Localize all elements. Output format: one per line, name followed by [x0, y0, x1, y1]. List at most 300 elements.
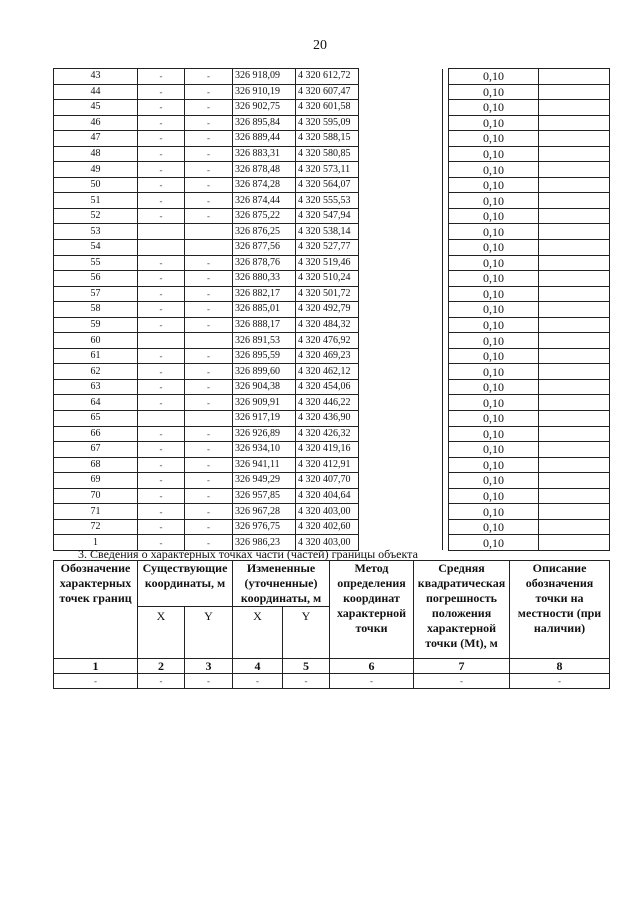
- coordinates-table: [53, 68, 610, 551]
- coordinate-y: 4 320 564,07: [296, 177, 359, 193]
- table-row: [54, 317, 610, 333]
- mean-error: 0,10: [449, 317, 539, 333]
- existing-x: -: [138, 379, 185, 395]
- existing-y: -: [185, 504, 233, 520]
- table-row: [54, 271, 610, 287]
- empty-cell: [359, 115, 443, 131]
- existing-x: -: [138, 317, 185, 333]
- table-row: [54, 426, 610, 442]
- mean-error: 0,10: [449, 348, 539, 364]
- existing-y: [185, 224, 233, 240]
- empty-cell: [359, 84, 443, 100]
- description-cell: [539, 240, 610, 256]
- mean-error: 0,10: [449, 519, 539, 535]
- coordinate-y: 4 320 446,22: [296, 395, 359, 411]
- empty-cell: [359, 177, 443, 193]
- column-index-row: [54, 659, 610, 674]
- column-index: 3: [185, 659, 233, 674]
- coordinate-x: 326 878,76: [233, 255, 296, 271]
- table-row: [54, 442, 610, 458]
- existing-x: -: [138, 115, 185, 131]
- mean-error: 0,10: [449, 426, 539, 442]
- characteristic-points-table: [53, 560, 610, 689]
- description-cell: [539, 395, 610, 411]
- coordinate-x: 326 874,44: [233, 193, 296, 209]
- column-index: 2: [138, 659, 185, 674]
- existing-y: -: [185, 131, 233, 147]
- coordinate-y: 4 320 595,09: [296, 115, 359, 131]
- empty-cell: [359, 208, 443, 224]
- empty-value: -: [54, 674, 138, 689]
- header-mean-error: Средняя квадратическая погрешность положения характерной точки (Mt), м: [414, 561, 510, 659]
- empty-data-row: [54, 674, 610, 689]
- description-cell: [539, 473, 610, 489]
- point-number: 63: [54, 379, 138, 395]
- point-number: 71: [54, 504, 138, 520]
- existing-y: -: [185, 271, 233, 287]
- existing-y: -: [185, 255, 233, 271]
- point-number: 66: [54, 426, 138, 442]
- empty-cell: [359, 333, 443, 349]
- point-number: 46: [54, 115, 138, 131]
- coordinate-y: 4 320 527,77: [296, 240, 359, 256]
- coordinate-x: 326 895,59: [233, 348, 296, 364]
- existing-y: -: [185, 317, 233, 333]
- point-number: 53: [54, 224, 138, 240]
- point-number: 51: [54, 193, 138, 209]
- empty-cell: [359, 302, 443, 318]
- existing-x: -: [138, 131, 185, 147]
- empty-cell: [359, 442, 443, 458]
- existing-y: -: [185, 100, 233, 116]
- mean-error: 0,10: [449, 69, 539, 85]
- point-number: 52: [54, 208, 138, 224]
- point-number: 61: [54, 348, 138, 364]
- empty-cell: [359, 411, 443, 427]
- coordinate-y: 4 320 510,24: [296, 271, 359, 287]
- description-cell: [539, 177, 610, 193]
- table-row: [54, 348, 610, 364]
- coordinate-y: 4 320 607,47: [296, 84, 359, 100]
- existing-x: -: [138, 177, 185, 193]
- existing-y: -: [185, 457, 233, 473]
- coordinate-x: 326 877,56: [233, 240, 296, 256]
- existing-x: -: [138, 473, 185, 489]
- mean-error: 0,10: [449, 457, 539, 473]
- header-existing-coordinates: Существующие координаты, м: [138, 561, 233, 607]
- table-row: [54, 395, 610, 411]
- mean-error: 0,10: [449, 535, 539, 551]
- empty-cell: [359, 504, 443, 520]
- column-index: 8: [510, 659, 610, 674]
- existing-y: -: [185, 177, 233, 193]
- coordinate-y: 4 320 407,70: [296, 473, 359, 489]
- point-number: 58: [54, 302, 138, 318]
- coordinate-x: 326 888,17: [233, 317, 296, 333]
- coordinate-y: 4 320 419,16: [296, 442, 359, 458]
- description-cell: [539, 504, 610, 520]
- empty-value: -: [414, 674, 510, 689]
- mean-error: 0,10: [449, 100, 539, 116]
- empty-value: -: [138, 674, 185, 689]
- coordinate-x: 326 917,19: [233, 411, 296, 427]
- description-cell: [539, 488, 610, 504]
- table-row: [54, 115, 610, 131]
- description-cell: [539, 333, 610, 349]
- coordinate-x: 326 926,89: [233, 426, 296, 442]
- column-index: 6: [330, 659, 414, 674]
- coordinate-y: 4 320 462,12: [296, 364, 359, 380]
- header-changed-y: Y: [283, 607, 330, 659]
- existing-x: -: [138, 348, 185, 364]
- existing-y: [185, 333, 233, 349]
- existing-x: -: [138, 488, 185, 504]
- mean-error: 0,10: [449, 364, 539, 380]
- header-existing-y: Y: [185, 607, 233, 659]
- existing-x: -: [138, 146, 185, 162]
- coordinate-x: 326 976,75: [233, 519, 296, 535]
- empty-cell: [359, 473, 443, 489]
- existing-y: -: [185, 364, 233, 380]
- empty-value: -: [283, 674, 330, 689]
- coordinate-x: 326 986,23: [233, 535, 296, 551]
- coordinate-x: 326 878,48: [233, 162, 296, 178]
- point-number: 64: [54, 395, 138, 411]
- existing-y: -: [185, 519, 233, 535]
- coordinate-y: 4 320 436,90: [296, 411, 359, 427]
- coordinate-y: 4 320 492,79: [296, 302, 359, 318]
- coordinate-y: 4 320 403,00: [296, 535, 359, 551]
- existing-y: -: [185, 302, 233, 318]
- point-number: 50: [54, 177, 138, 193]
- existing-y: -: [185, 162, 233, 178]
- existing-y: -: [185, 193, 233, 209]
- point-number: 59: [54, 317, 138, 333]
- coordinate-y: 4 320 580,85: [296, 146, 359, 162]
- mean-error: 0,10: [449, 177, 539, 193]
- existing-y: -: [185, 395, 233, 411]
- mean-error: 0,10: [449, 333, 539, 349]
- empty-cell: [359, 69, 443, 85]
- coordinate-x: 326 918,09: [233, 69, 296, 85]
- existing-y: -: [185, 535, 233, 551]
- mean-error: 0,10: [449, 131, 539, 147]
- column-index: 7: [414, 659, 510, 674]
- coordinate-x: 326 967,28: [233, 504, 296, 520]
- existing-y: -: [185, 348, 233, 364]
- existing-x: -: [138, 286, 185, 302]
- table-row: [54, 333, 610, 349]
- point-number: 55: [54, 255, 138, 271]
- coordinate-x: 326 934,10: [233, 442, 296, 458]
- description-cell: [539, 426, 610, 442]
- section-title: 3. Сведения о характерных точках части (частей) границы объекта: [78, 547, 418, 561]
- point-number: 43: [54, 69, 138, 85]
- coordinate-y: 4 320 538,14: [296, 224, 359, 240]
- description-cell: [539, 348, 610, 364]
- table-row: [54, 255, 610, 271]
- header-method: Метод определения координат характерной точки: [330, 561, 414, 659]
- point-number: 62: [54, 364, 138, 380]
- point-number: 44: [54, 84, 138, 100]
- mean-error: 0,10: [449, 84, 539, 100]
- coordinate-x: 326 882,17: [233, 286, 296, 302]
- existing-x: -: [138, 519, 185, 535]
- existing-y: [185, 240, 233, 256]
- coordinate-x: 326 875,22: [233, 208, 296, 224]
- coordinate-y: 4 320 484,32: [296, 317, 359, 333]
- table-row: [54, 224, 610, 240]
- coordinate-y: 4 320 469,23: [296, 348, 359, 364]
- description-cell: [539, 193, 610, 209]
- existing-x: -: [138, 302, 185, 318]
- existing-y: -: [185, 379, 233, 395]
- point-number: 48: [54, 146, 138, 162]
- table-row: [54, 457, 610, 473]
- mean-error: 0,10: [449, 146, 539, 162]
- point-number: 57: [54, 286, 138, 302]
- table-row: [54, 473, 610, 489]
- coordinate-y: 4 320 402,60: [296, 519, 359, 535]
- header-description: Описание обозначения точки на местности (при наличии): [510, 561, 610, 659]
- existing-y: -: [185, 208, 233, 224]
- coordinate-x: 326 885,01: [233, 302, 296, 318]
- coordinate-x: 326 895,84: [233, 115, 296, 131]
- existing-x: -: [138, 84, 185, 100]
- description-cell: [539, 364, 610, 380]
- point-number: 45: [54, 100, 138, 116]
- empty-cell: [359, 457, 443, 473]
- table-row: [54, 519, 610, 535]
- point-number: 54: [54, 240, 138, 256]
- table-row: [54, 379, 610, 395]
- table-row: [54, 131, 610, 147]
- mean-error: 0,10: [449, 271, 539, 287]
- existing-x: -: [138, 162, 185, 178]
- empty-cell: [359, 240, 443, 256]
- point-number: 47: [54, 131, 138, 147]
- coordinate-x: 326 941,11: [233, 457, 296, 473]
- table-row: [54, 84, 610, 100]
- existing-x: -: [138, 100, 185, 116]
- coordinate-y: 4 320 601,58: [296, 100, 359, 116]
- existing-y: -: [185, 69, 233, 85]
- description-cell: [539, 457, 610, 473]
- point-number: 72: [54, 519, 138, 535]
- empty-cell: [359, 426, 443, 442]
- empty-cell: [359, 395, 443, 411]
- existing-x: -: [138, 364, 185, 380]
- description-cell: [539, 379, 610, 395]
- coordinate-y: 4 320 501,72: [296, 286, 359, 302]
- table-row: [54, 193, 610, 209]
- description-cell: [539, 131, 610, 147]
- existing-x: -: [138, 535, 185, 551]
- coordinate-x: 326 891,53: [233, 333, 296, 349]
- existing-x: [138, 411, 185, 427]
- empty-cell: [359, 379, 443, 395]
- description-cell: [539, 84, 610, 100]
- description-cell: [539, 535, 610, 551]
- existing-y: -: [185, 84, 233, 100]
- point-number: 69: [54, 473, 138, 489]
- table-row: [54, 240, 610, 256]
- mean-error: 0,10: [449, 162, 539, 178]
- table-row: [54, 162, 610, 178]
- empty-cell: [359, 519, 443, 535]
- existing-x: -: [138, 255, 185, 271]
- existing-x: [138, 240, 185, 256]
- mean-error: 0,10: [449, 379, 539, 395]
- empty-value: -: [185, 674, 233, 689]
- description-cell: [539, 286, 610, 302]
- description-cell: [539, 115, 610, 131]
- point-number: 56: [54, 271, 138, 287]
- coordinate-x: 326 883,31: [233, 146, 296, 162]
- coordinate-x: 326 889,44: [233, 131, 296, 147]
- point-number: 67: [54, 442, 138, 458]
- coordinate-y: 4 320 573,11: [296, 162, 359, 178]
- description-cell: [539, 302, 610, 318]
- table-row: [54, 69, 610, 85]
- existing-x: -: [138, 193, 185, 209]
- empty-cell: [359, 131, 443, 147]
- header-point-designation: Обозначение характерных точек границ: [54, 561, 138, 659]
- description-cell: [539, 317, 610, 333]
- table-row: [54, 208, 610, 224]
- coordinate-x: 326 876,25: [233, 224, 296, 240]
- coordinate-y: 4 320 555,53: [296, 193, 359, 209]
- description-cell: [539, 224, 610, 240]
- empty-cell: [359, 255, 443, 271]
- point-number: 68: [54, 457, 138, 473]
- empty-cell: [359, 193, 443, 209]
- empty-cell: [359, 162, 443, 178]
- mean-error: 0,10: [449, 208, 539, 224]
- empty-cell: [359, 317, 443, 333]
- empty-cell: [359, 224, 443, 240]
- coordinate-y: 4 320 412,91: [296, 457, 359, 473]
- existing-x: -: [138, 426, 185, 442]
- coordinate-y: 4 320 426,32: [296, 426, 359, 442]
- existing-x: -: [138, 208, 185, 224]
- table-row: [54, 286, 610, 302]
- column-index: 4: [233, 659, 283, 674]
- existing-y: -: [185, 426, 233, 442]
- empty-value: -: [233, 674, 283, 689]
- mean-error: 0,10: [449, 488, 539, 504]
- table-row: [54, 488, 610, 504]
- description-cell: [539, 208, 610, 224]
- coordinate-y: 4 320 476,92: [296, 333, 359, 349]
- coordinate-x: 326 899,60: [233, 364, 296, 380]
- point-number: 70: [54, 488, 138, 504]
- existing-x: [138, 224, 185, 240]
- page-number: 20: [313, 38, 327, 53]
- description-cell: [539, 255, 610, 271]
- empty-cell: [359, 286, 443, 302]
- mean-error: 0,10: [449, 473, 539, 489]
- coordinate-x: 326 902,75: [233, 100, 296, 116]
- coordinate-x: 326 957,85: [233, 488, 296, 504]
- coordinate-y: 4 320 519,46: [296, 255, 359, 271]
- existing-y: -: [185, 473, 233, 489]
- empty-value: -: [510, 674, 610, 689]
- existing-x: -: [138, 504, 185, 520]
- mean-error: 0,10: [449, 115, 539, 131]
- description-cell: [539, 100, 610, 116]
- column-index: 1: [54, 659, 138, 674]
- column-index: 5: [283, 659, 330, 674]
- coordinate-y: 4 320 403,00: [296, 504, 359, 520]
- mean-error: 0,10: [449, 302, 539, 318]
- description-cell: [539, 271, 610, 287]
- coordinate-y: 4 320 454,06: [296, 379, 359, 395]
- existing-x: -: [138, 69, 185, 85]
- empty-cell: [359, 364, 443, 380]
- table-row: [54, 100, 610, 116]
- empty-cell: [359, 271, 443, 287]
- coordinate-x: 326 904,38: [233, 379, 296, 395]
- empty-cell: [359, 348, 443, 364]
- coordinate-y: 4 320 588,15: [296, 131, 359, 147]
- mean-error: 0,10: [449, 193, 539, 209]
- mean-error: 0,10: [449, 504, 539, 520]
- mean-error: 0,10: [449, 395, 539, 411]
- description-cell: [539, 519, 610, 535]
- description-cell: [539, 146, 610, 162]
- coordinate-x: 326 880,33: [233, 271, 296, 287]
- existing-y: -: [185, 286, 233, 302]
- existing-y: -: [185, 146, 233, 162]
- table-row: [54, 177, 610, 193]
- empty-value: -: [330, 674, 414, 689]
- table-row: [54, 411, 610, 427]
- header-changed-x: X: [233, 607, 283, 659]
- coordinate-x: 326 910,19: [233, 84, 296, 100]
- description-cell: [539, 411, 610, 427]
- point-number: 49: [54, 162, 138, 178]
- existing-y: [185, 411, 233, 427]
- existing-x: -: [138, 442, 185, 458]
- point-number: 60: [54, 333, 138, 349]
- table-row: [54, 364, 610, 380]
- header-existing-x: X: [138, 607, 185, 659]
- existing-y: -: [185, 442, 233, 458]
- table-row: [54, 146, 610, 162]
- coordinate-y: 4 320 404,64: [296, 488, 359, 504]
- description-cell: [539, 162, 610, 178]
- table-row: [54, 504, 610, 520]
- description-cell: [539, 442, 610, 458]
- coordinate-x: 326 909,91: [233, 395, 296, 411]
- coordinate-y: 4 320 612,72: [296, 69, 359, 85]
- empty-cell: [359, 146, 443, 162]
- existing-y: -: [185, 115, 233, 131]
- mean-error: 0,10: [449, 442, 539, 458]
- mean-error: 0,10: [449, 240, 539, 256]
- coordinate-x: 326 949,29: [233, 473, 296, 489]
- mean-error: 0,10: [449, 411, 539, 427]
- empty-cell: [359, 100, 443, 116]
- existing-x: -: [138, 457, 185, 473]
- empty-cell: [359, 488, 443, 504]
- coordinate-x: 326 874,28: [233, 177, 296, 193]
- existing-x: -: [138, 271, 185, 287]
- header-changed-coordinates: Измененные (уточненные) координаты, м: [233, 561, 330, 607]
- existing-y: -: [185, 488, 233, 504]
- mean-error: 0,10: [449, 286, 539, 302]
